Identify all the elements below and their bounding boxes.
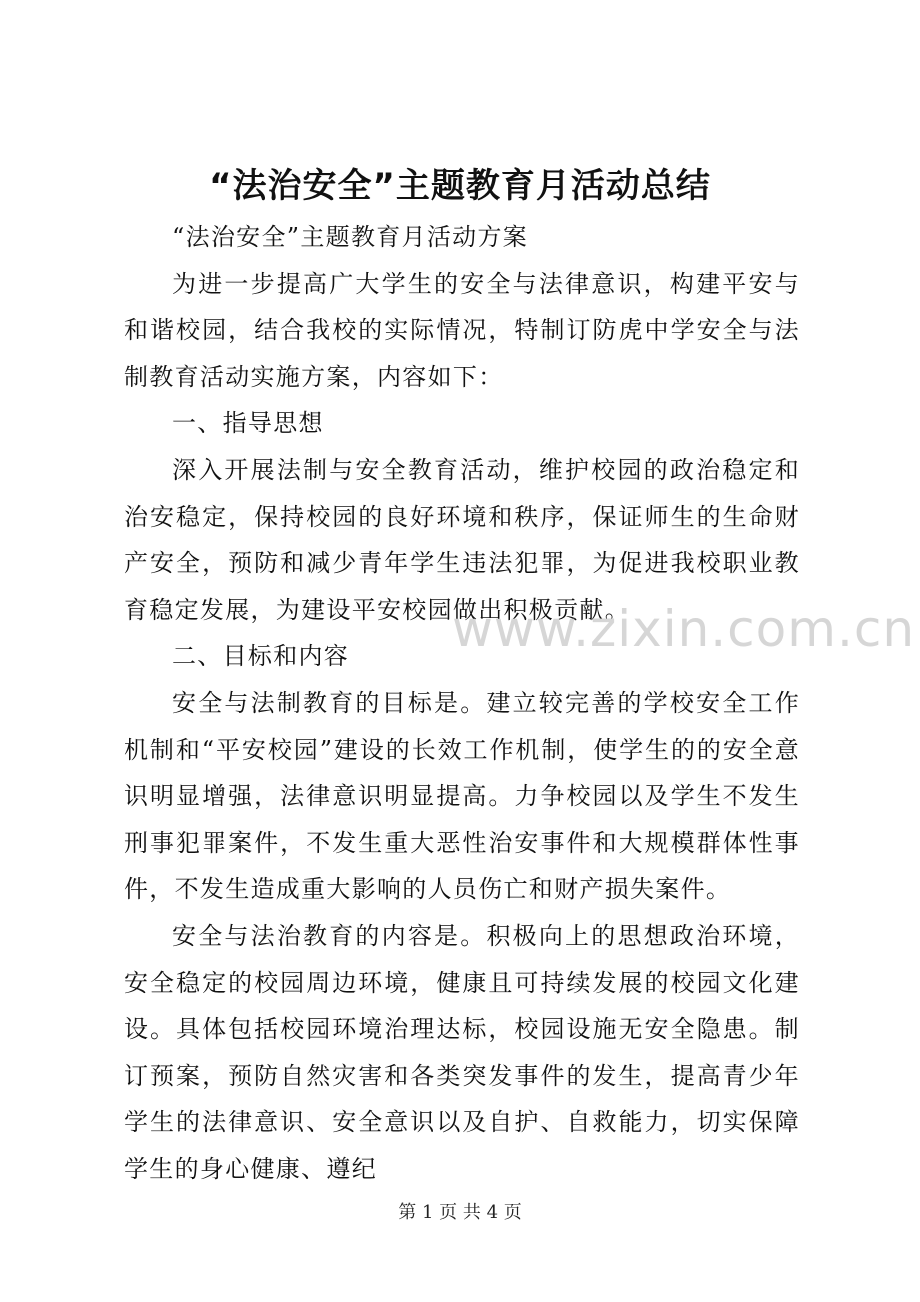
paragraph-guiding-ideology: 深入开展法制与安全教育活动，维护校园的政治稳定和治安稳定，保持校园的良好环境和秩序，保证师生的生命财产安全，预防和减少青年学生违法犯罪，为促进我校职业教育稳定发展，为建设平安校园做出积极贡献。 [124,455,800,624]
section-heading-goals-content: 二、目标和内容 [172,642,350,671]
section-heading-guiding-ideology: 一、指导思想 [172,409,324,438]
paragraph-subtitle: “法治安全”主题教育月活动方案 [172,223,529,251]
paragraph-intro: 为进一步提高广大学生的安全与法律意识，构建平安与和谐校园，结合我校的实际情况，特制订防虎中学安全与法制教育活动实施方案，内容如下： [124,269,800,391]
paragraph-content: 安全与法治教育的内容是。积极向上的思想政治环境，安全稳定的校园周边环境，健康且可持续发展的校园文化建设。具体包括校园环境治理达标，校园设施无安全隐患。制订预案，预防自然灾害和各类突发事件的发生，提高青少年学生的法律意识、安全意识以及自护、自救能力，切实保障学生的身心健康、遵纪 [124,921,800,1183]
document-body [124,214,800,1192]
document-title: “法治安全”主题教育月活动总结 [209,166,711,206]
paragraph-goals: 安全与法制教育的目标是。建立较完善的学校安全工作机制和“平安校园”建设的长效工作机制，使学生的的安全意识明显增强，法律意识明显提高。力争校园以及学生不发生刑事犯罪案件，不发生重大恶性治安事件和大规模群体性事件，不发生造成重大影响的人员伤亡和财产损失案件。 [124,688,800,904]
page-footer: 第 1 页 共 4 页 [398,1202,522,1223]
watermark: www.zixin.com.cn [452,600,916,658]
